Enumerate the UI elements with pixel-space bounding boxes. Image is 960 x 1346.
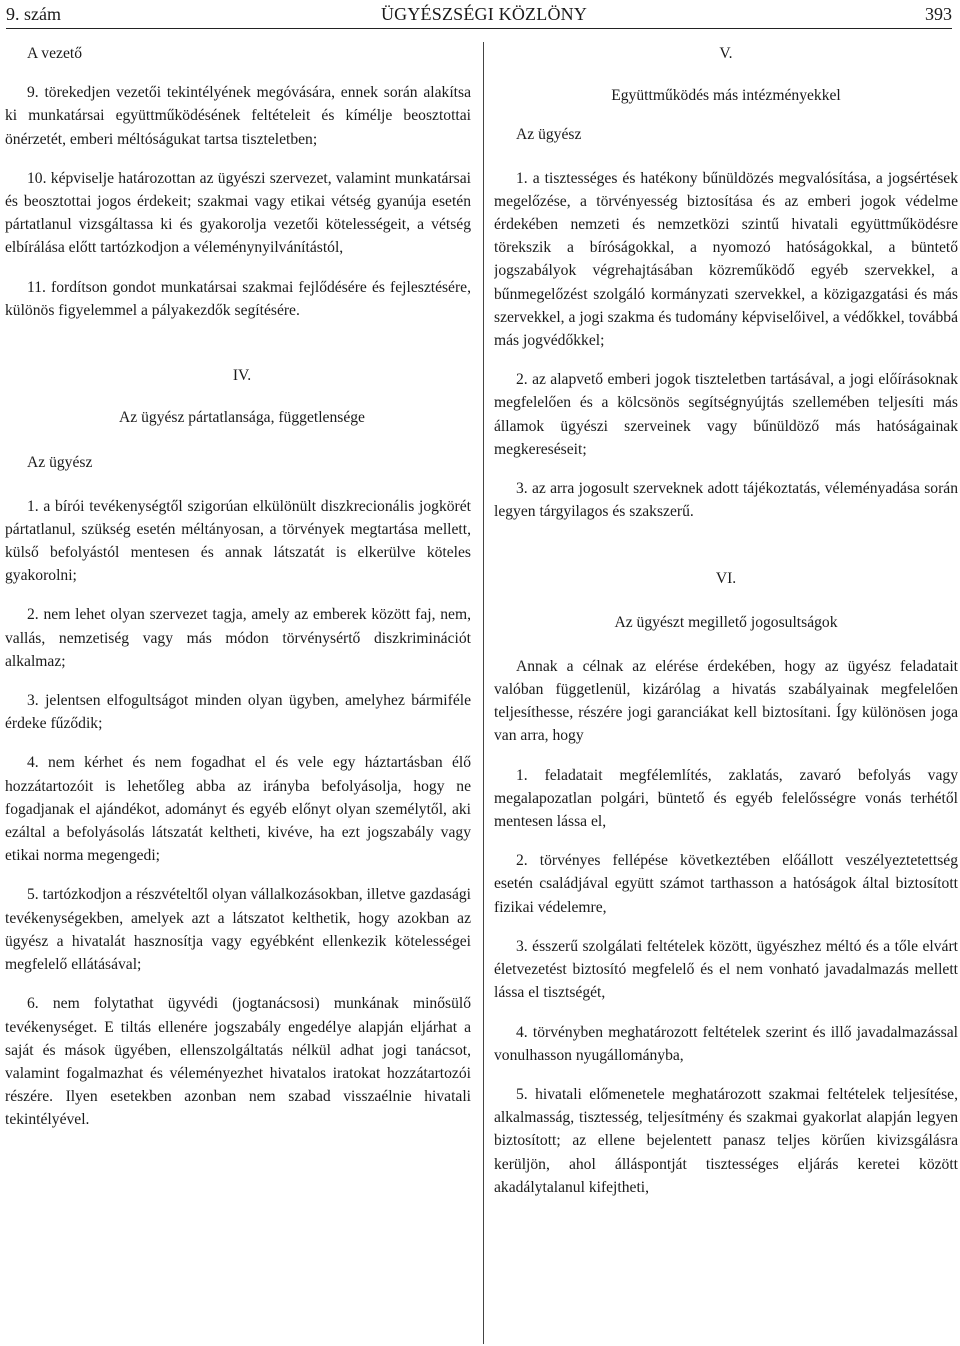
issue-number: 9. szám — [6, 4, 61, 24]
vi-right-1: 1. feladatait megfélemlítés, zaklatás, zavaró befolyás vagy megalapozatlan polgári, büntető és egyéb felelősségre vonás terhétől mentesen lássa el, — [494, 766, 958, 831]
right-column — [494, 42, 958, 1346]
vi-intro: Annak a célnak az elérése érdekében, hogy az ügyész feladatait valóban függetlenül, kizárólag a hivatás szabályainak megfelelően teljesíthesse, részére jogi garanciákat kell biztosítani. Így különösen joga van arra, hogy — [494, 657, 958, 745]
vi-right-2: 2. törvényes fellépése következtében előállott veszélyeztetettség esetén családjával együtt számot tarthasson a hatóságok által biztosított fizikai védelemre, — [494, 852, 958, 916]
page-header — [6, 2, 952, 29]
page-number: 393 — [925, 4, 952, 24]
section-v-title: Együttműködés más intézményekkel — [611, 87, 841, 105]
v-item-3: 3. az arra jogosult szerveknek adott tájékoztatás, véleményadása során legyen tárgyilagos és szakszerű. — [494, 480, 958, 521]
vi-right-4: 4. törvényben meghatározott feltételek szerint és illő javadalmazással vonulhasson nyugállományba, — [494, 1023, 958, 1064]
leader-item-10: 10. képviselje határozottan az ügyészi szervezet, valamint munkatársai és beosztottai jogos érdekeit; szakmai vagy etikai vétség gyanúja esetén pártatlanul vizsgáltassa ki és gyakorolja vezetői kötelességeit, a vétség elbírálása előtt tartózkodjon a véleménynyilvánítástól, — [5, 169, 471, 257]
iv-item-1: 1. a bírói tevékenységtől szigorúan elkülönült diszkrecionális jogkörét pártatlanul, szükség esetén méltányosan, a törvények megtartása mellett, külső befolyástól mentesen és annak látszatát is elkerülve köteles gyakorolni; — [5, 497, 471, 585]
vi-right-5: 5. hivatali előmenetele meghatározott szakmai feltételek teljesítése, alkalmasság, tisztesség, teljesítmény és szakmai gyakorlat alapján legyen biztosított; az ellene bejelentett panasz teljes körűen kivizsgálásra kerüljön, ahol álláspontját tisztességes eljárás keretei között akadálytalanul kifejtheti, — [494, 1085, 958, 1196]
section-v-number: V. — [719, 45, 733, 62]
leader-item-9: 9. törekedjen vezetői tekintélyének megóvására, ennek során alakítsa ki munkatársai együttműködésének feltételeit és kímélje beosztottai önérzetét, emberi méltóságukat tartsa tiszteletben; — [5, 84, 471, 148]
v-item-2: 2. az alapvető emberi jogok tiszteletben tartásával, a jogi előírásoknak megfelelően és a kölcsönös segítségnyújtás szellemében teljesíti más államok ügyészi szerveinek vagy bűnüldöző más hatóságainak megkereséseit; — [494, 371, 958, 458]
section-vi-title: Az ügyészt megillető jogosultságok — [614, 613, 838, 631]
prosecutor-heading-iv: Az ügyész — [27, 454, 93, 472]
section-iv-number: IV. — [232, 367, 252, 385]
prosecutor-heading-v: Az ügyész — [516, 126, 582, 144]
iv-item-4: 4. nem kérhet és nem fogadhat el és vele egy háztartásban élő hozzátartozóit is lehetőleg abba az irányba befolyásolja, hogy ne fogadjanak el ajándékot, adományt és egyéb előnyt olyan személytől, aki ezáltal a befolyásolás látszatát keltheti, kivéve, ha ezt jogszabály vagy etikai norma megengedi; — [5, 754, 471, 865]
iv-item-6: 6. nem folytathat ügyvédi (jogtanácsosi) munkának minősülő tevékenységet. E tiltás ellenére jogszabály engedélye alapján eljárhat a saját és mások ügyében, ellenszolgáltatás nélkül adhat jogi tanácsot, valamint fogalmazhat és véleményezhet hivatalos iratokat hozzátartozói részére. Ilyen esetekben azonban nem szabad visszaélnie hivatali tekintélyével. — [5, 995, 471, 1129]
iv-item-3: 3. jelentsen elfogultságot minden olyan ügyben, amelyhez bármiféle érdeke fűződik; — [5, 692, 471, 733]
iv-item-2: 2. nem lehet olyan szervezet tagja, amely az emberek között faj, nem, vallás, nemzetiség vagy más módon törvénysértő diszkriminációt alkalmaz; — [5, 606, 471, 670]
section-vi-number: VI. — [715, 570, 737, 588]
leader-item-11: 11. fordítson gondot munkatársai szakmai fejlődésére és fejlesztésére, különös figyelemmel a pályakezdők segítésére. — [5, 278, 471, 319]
iv-item-5: 5. tartózkodjon a részvételtől olyan vállalkozásokban, illetve gazdasági tevékenységekben, amelyek azt a látszatot kelthetik, hogy azokban az ügyész a hivatalát hasznosítja vagy egyébként ellenkezik kötelességei megfelelő ellátásával; — [5, 886, 471, 974]
leader-heading: A vezető — [27, 45, 82, 62]
publication-title: ÜGYÉSZSÉGI KÖZLÖNY — [380, 4, 588, 24]
column-divider — [483, 42, 484, 1344]
section-iv-title: Az ügyész pártatlansága, függetlensége — [119, 409, 365, 427]
vi-right-3: 3. ésszerű szolgálati feltételek között, ügyészhez méltó és a tőle elvárt életvezetést biztosító megfelelő és el nem vonható javadalmazás mellett lássa el tisztségét, — [494, 937, 958, 1002]
left-column — [5, 42, 471, 1346]
v-item-1: 1. a tisztességes és hatékony bűnüldözés megvalósítása, a jogsértések megelőzése, a törvényesség biztosítása és az emberi jogok védelme érdekében nemzeti és nemzetközi szintű hivatali együttműködésre törekszik a bíróságokkal, a nyomozó hatóságokkal, a büntető jogszabályok végrehajtásában közreműködő egyéb szervekkel, a bűnmegelőzést szolgáló kormányzati szervekkel, a közigazgatási és más szervekkel, a jogi szakma és tudomány képviselőivel, a védőkkel, továbbá más jogvédőkkel; — [494, 169, 958, 350]
